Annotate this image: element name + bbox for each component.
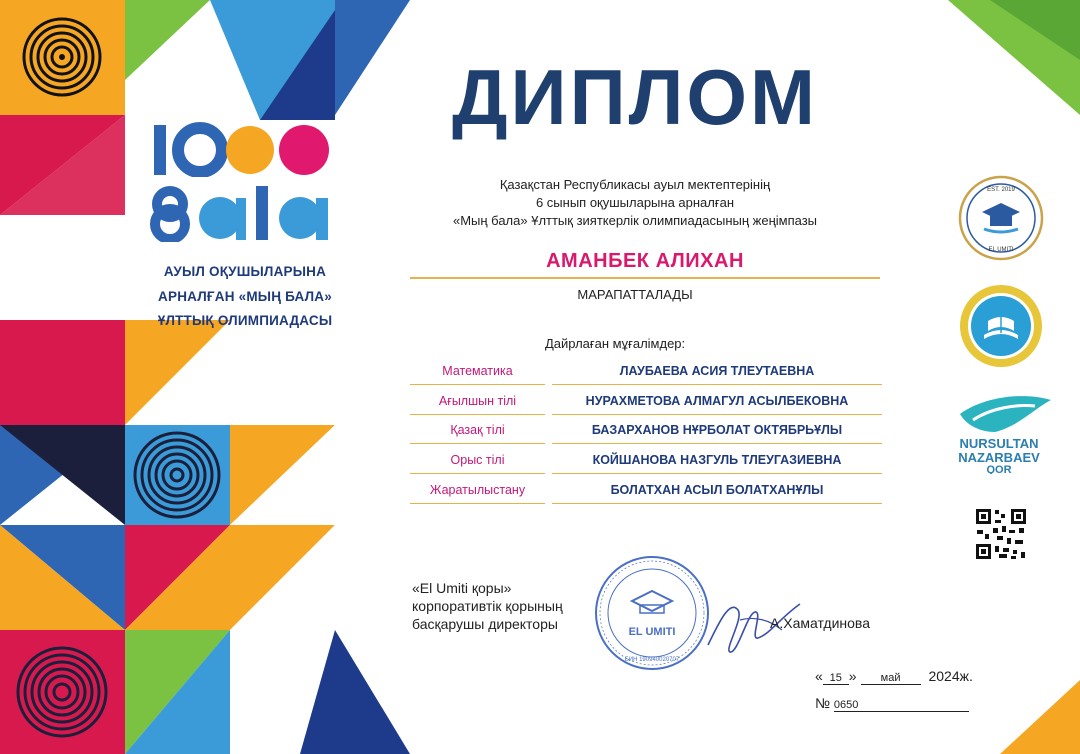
teacher-subject: Қазақ тілі bbox=[410, 417, 545, 444]
teacher-subject: Математика bbox=[410, 358, 545, 385]
number-value: 0650 bbox=[834, 699, 969, 712]
awarded-text: МАРАПАТТАЛАДЫ bbox=[577, 287, 693, 302]
date-day: 15 bbox=[823, 672, 849, 685]
description-line-1: Қазақстан Республикасы ауыл мектептерінің bbox=[499, 177, 771, 192]
el-umiti-stamp bbox=[592, 553, 712, 673]
date-year: 2024ж. bbox=[928, 668, 973, 684]
issue-date bbox=[815, 668, 973, 685]
olympiad-name-line-1: АУЫЛ ОҚУШЫЛАРЫНА bbox=[163, 264, 327, 279]
teacher-row bbox=[410, 477, 880, 505]
corner-orange bbox=[1000, 680, 1080, 754]
nazarbaev-line-2: NAZARBAEV bbox=[958, 450, 1040, 465]
logo-1000 bbox=[150, 122, 335, 177]
olympiad-name-line-3: ҰЛТТЫҚ ОЛИМПИАДАСЫ bbox=[157, 313, 333, 328]
teacher-name: ЛАУБАЕВА АСИЯ ТЛЕУТАЕВНА bbox=[552, 358, 882, 385]
nazarbaev-line-3: QOR bbox=[986, 464, 1012, 474]
el-umiti-est: EST. 2019 bbox=[987, 187, 1015, 193]
stamp-center-text: EL UMITI bbox=[628, 626, 676, 638]
stamp-bin-text: БИН 190940020707 bbox=[624, 657, 680, 663]
date-open-quote: « bbox=[815, 668, 823, 684]
date-month: май bbox=[861, 672, 921, 685]
teacher-name: НУРАХМЕТОВА АЛМАГУЛ АСЫЛБЕКОВНА bbox=[552, 388, 882, 415]
teacher-name: КОЙШАНОВА НАЗГУЛЬ ТЛЕУГАЗИЕВНА bbox=[552, 447, 882, 474]
olympiad-name-line-2: АРНАЛҒАН «МЫҢ БАЛА» bbox=[158, 289, 332, 304]
diploma-title: ДИПЛОМ bbox=[451, 53, 819, 141]
teacher-row bbox=[410, 388, 880, 416]
teacher-subject: Жаратылыстану bbox=[410, 477, 545, 504]
director-line-2: корпоративтік қорының bbox=[412, 598, 563, 614]
awardee-underline bbox=[410, 277, 880, 279]
qr-code[interactable] bbox=[975, 508, 1027, 560]
logo-bala bbox=[150, 182, 335, 242]
number-prefix: № bbox=[815, 695, 831, 711]
description-line-2: 6 сынып оқушыларына арналған bbox=[535, 195, 735, 210]
teacher-subject: Ағылшын тілі bbox=[410, 388, 545, 415]
date-close-quote: » bbox=[848, 668, 857, 684]
teacher-row bbox=[410, 358, 880, 386]
director-line-3: басқарушы директоры bbox=[412, 616, 558, 632]
teacher-subject: Орыс тілі bbox=[410, 447, 545, 474]
teacher-row bbox=[410, 417, 880, 445]
description-line-3: «Мың бала» Ұлттық зияткерлік олимпиадасының жеңімпазы bbox=[452, 213, 818, 228]
awardee-name: АМАНБЕК АЛИХАН bbox=[546, 250, 744, 272]
nazarbaev-fund-logo bbox=[955, 392, 1055, 474]
nazarbaev-line-1: NURSULTAN bbox=[959, 436, 1039, 451]
teacher-name: БОЛАТХАН АСЫЛ БОЛАТХАНҰЛЫ bbox=[552, 477, 882, 504]
teachers-heading: Дайрлаған мұғалімдер: bbox=[545, 336, 686, 351]
diploma-number bbox=[815, 695, 969, 712]
teacher-name: БАЗАРХАНОВ НҰРБОЛАТ ОКТЯБРЬҰЛЫ bbox=[552, 417, 882, 444]
director-line-1: «El Umiti қоры» bbox=[412, 580, 512, 596]
school-emblem-logo bbox=[958, 283, 1044, 369]
signatory-name: А.Хаматдинова bbox=[770, 615, 870, 631]
el-umiti-name: EL UMITI bbox=[988, 247, 1014, 253]
teacher-row bbox=[410, 447, 880, 475]
el-umiti-logo bbox=[958, 175, 1044, 261]
